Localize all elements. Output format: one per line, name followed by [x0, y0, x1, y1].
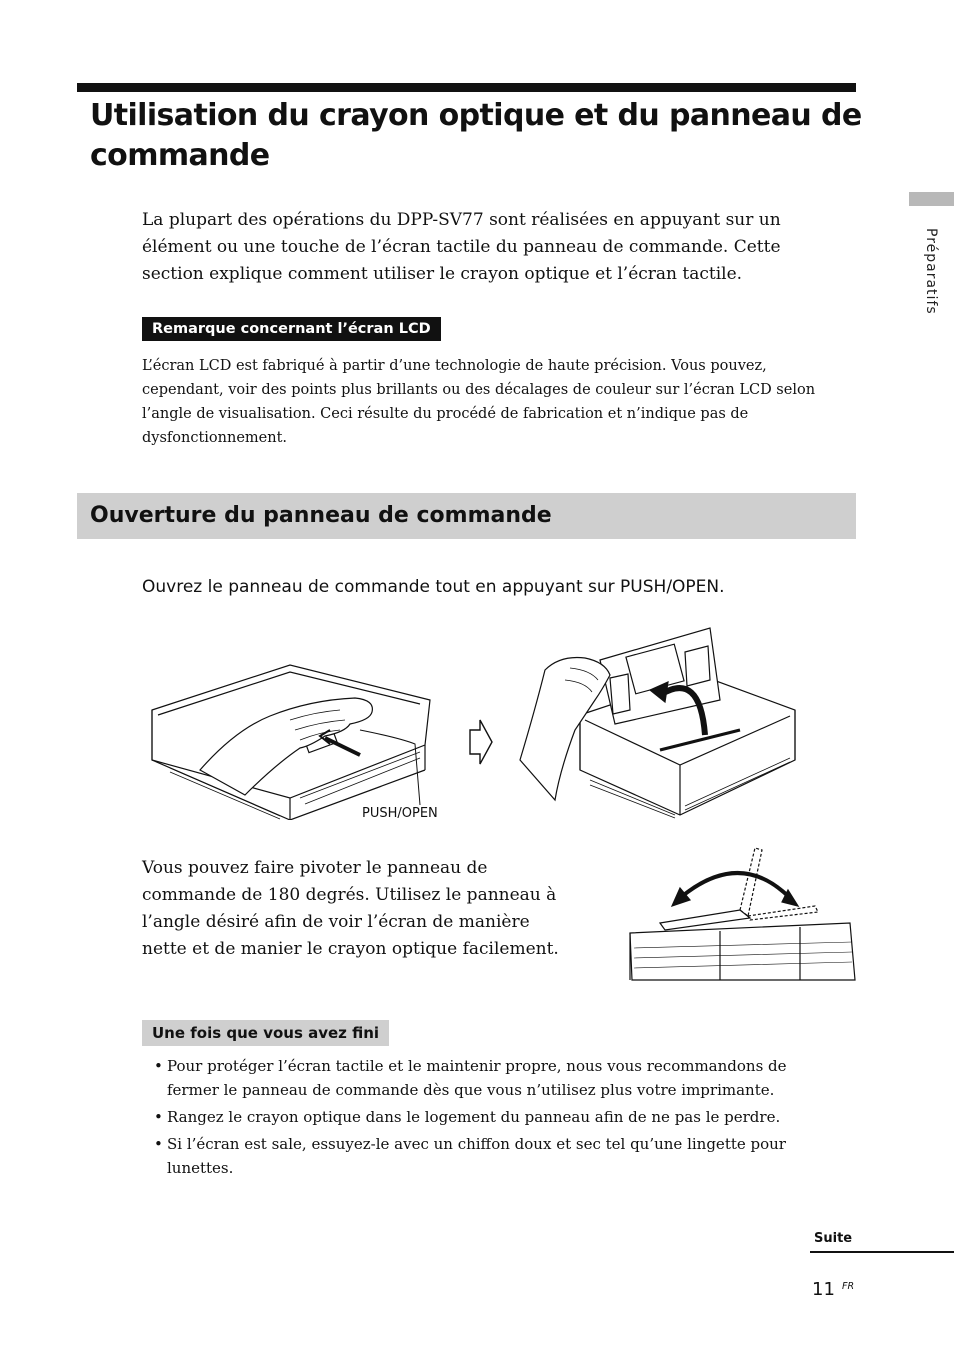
note-label: Remarque concernant l’écran LCD — [142, 317, 441, 341]
footer-rule — [810, 1251, 954, 1253]
note-text: L’écran LCD est fabriqué à partir d’une technologie de haute précision. Vous pouvez, cependant, voir des points plus brillants ou des décalages de couleur sur l’écran LCD selon l’angle de visualisation. Ceci résulte du procédé de fabrication et n’indique pas de dysfonctionnement. — [142, 358, 816, 446]
bullet-icon: • — [154, 1108, 163, 1126]
printer-opening-illustration — [140, 620, 840, 820]
printer-closed-illustration — [152, 665, 430, 820]
page-language: FR — [842, 1281, 855, 1292]
page-title: Utilisation du crayon optique et du panneau de commande — [90, 98, 862, 173]
title-rule — [77, 83, 856, 92]
list-item: • Si l’écran est sale, essuyez-le avec un chiffon doux et sec tel qu’une lingette pour lunettes. — [142, 1132, 832, 1180]
done-label: Une fois que vous avez fini — [142, 1020, 389, 1046]
done-bullet-list — [142, 1054, 832, 1183]
printer-open-illustration — [520, 628, 795, 818]
page-number: 11 — [812, 1279, 835, 1300]
panel-rotation-illustration — [620, 838, 860, 988]
bullet-icon: • — [154, 1135, 163, 1153]
sidebar-section-label: Préparatifs — [923, 228, 939, 315]
push-open-label: PUSH/OPEN — [362, 806, 438, 821]
continued-label: Suite — [814, 1231, 853, 1246]
intro-paragraph: La plupart des opérations du DPP-SV77 sont réalisées en appuyant sur un élément ou une touche de l’écran tactile du panneau de commande. Cette section explique comment utiliser le crayon optique et l’écran tactile. — [142, 210, 781, 284]
pivot-paragraph: Vous pouvez faire pivoter le panneau de commande de 180 degrés. Utilisez le panneau à l’angle désiré afin de voir l’écran de manière nette et de manier le crayon optique facilement. — [142, 858, 559, 959]
sidebar-tab-marker — [909, 192, 954, 206]
arrow-right-icon — [470, 720, 492, 764]
instruction-text: Ouvrez le panneau de commande tout en appuyant sur PUSH/OPEN. — [142, 577, 725, 597]
bullet-icon: • — [154, 1057, 163, 1075]
list-item: • Pour protéger l’écran tactile et le maintenir propre, nous vous recommandons de fermer le panneau de commande dès que vous n’utilisez plus votre imprimante. — [142, 1054, 832, 1102]
section-title: Ouverture du panneau de commande — [90, 503, 552, 528]
list-item: • Rangez le crayon optique dans le logement du panneau afin de ne pas le perdre. — [142, 1105, 832, 1129]
